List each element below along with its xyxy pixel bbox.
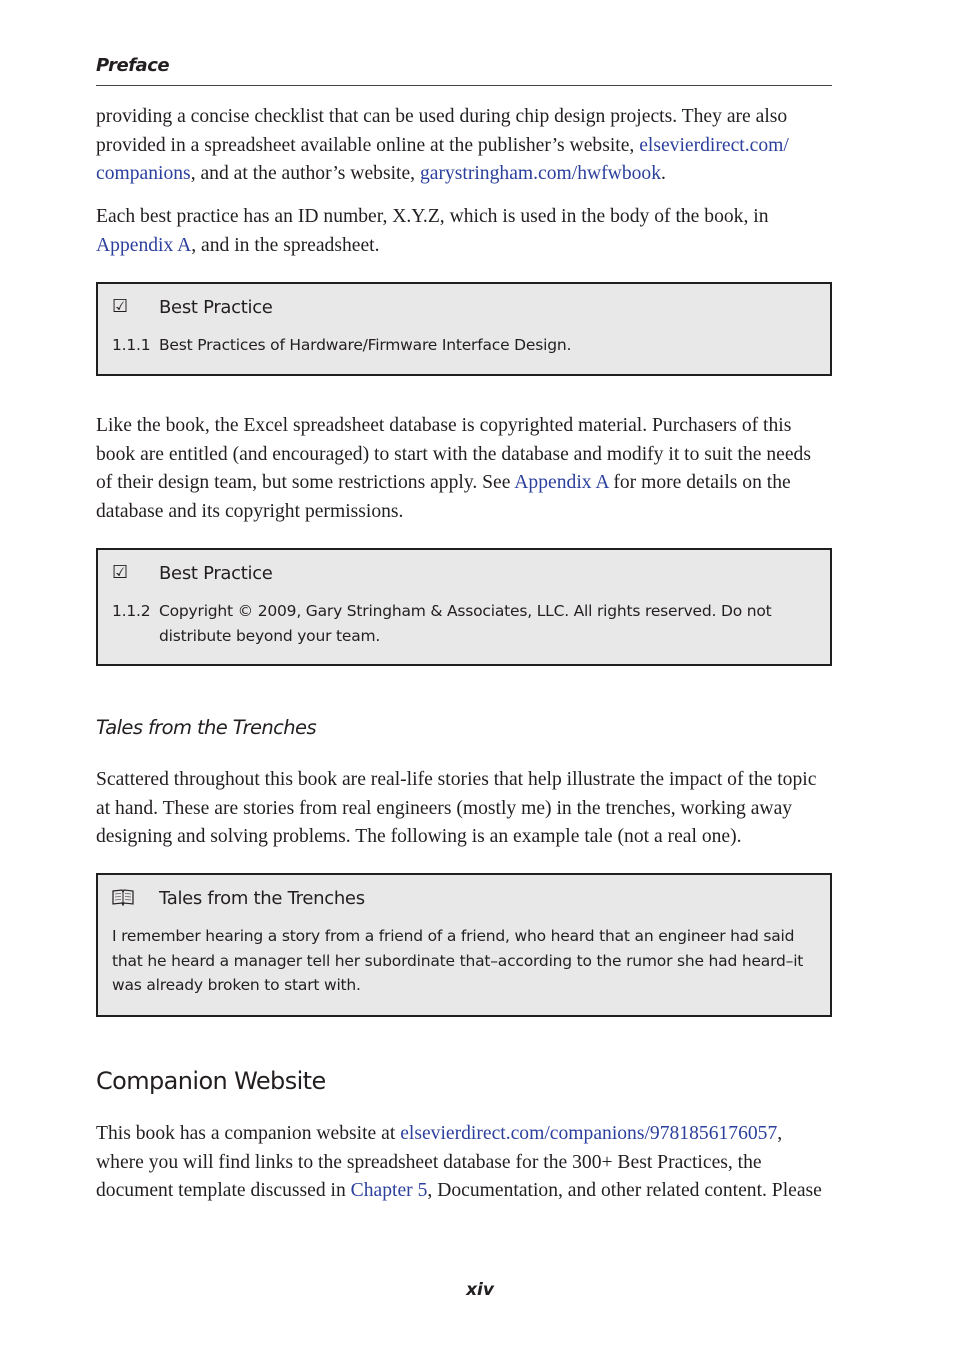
tales-section-heading: Tales from the Trenches (96, 716, 317, 739)
appendix-a-link[interactable]: Appendix A (96, 234, 192, 256)
companion-website-link[interactable]: elsevierdirect.com/companions/9781856176057 (400, 1123, 778, 1144)
best-practice-text: Best Practices of Hardware/Firmware Interface Design. (159, 336, 572, 354)
best-practice-title: Best Practice (159, 563, 273, 584)
best-practice-title: Best Practice (159, 297, 273, 318)
book-icon (112, 888, 134, 911)
text-run: , and in the spreadsheet. (191, 234, 380, 256)
chapter-5-link[interactable]: Chapter 5 (350, 1180, 428, 1201)
tales-intro-paragraph: Scattered throughout this book are real-life stories that help illustrate the impact of the topic at hand. These are stories from real engineers (mostly me) in the trenches, working away designing and solving problems. The following is an example tale (not a real one). (96, 769, 817, 847)
text-run: for more details on the database and its copyright permissions. (96, 472, 791, 522)
running-header-title: Preface (96, 55, 170, 76)
best-practice-number: 1.1.2 (112, 602, 151, 620)
text-run: , and at the author’s website, (190, 163, 420, 184)
text-run: This book has a companion website at (96, 1123, 401, 1144)
best-practice-box-2 (96, 548, 832, 666)
companion-website-paragraph (96, 1120, 832, 1206)
author-website-link[interactable]: garystringham.com/hwfwbook (419, 163, 662, 184)
text-run: Like the book, the Excel spreadsheet database is copyrighted material. Purchasers of this book are entitled (and encouraged) to start with the database and modify it to suit the needs of their design team, but some restrictions apply. See (96, 415, 811, 493)
best-practice-text: Copyright © 2009, Gary Stringham & Associates, LLC. All rights reserved. Do not distribute beyond your team. (159, 602, 772, 645)
companion-website-heading: Companion Website (96, 1067, 326, 1095)
text-run: , where you will find links to the spreadsheet database for the 300+ Best Practices, the document template discussed in (96, 1123, 783, 1201)
appendix-a-link[interactable]: Appendix A (514, 472, 609, 493)
publisher-website-link[interactable]: elsevierdirect.com/ companions (96, 134, 789, 184)
text-run: providing a concise checklist that can be used during chip design projects. They are also provided in a spreadsheet available online at the publisher’s website, (96, 106, 788, 156)
intro-paragraph-1 (96, 103, 832, 189)
tale-box-title: Tales from the Trenches (159, 888, 365, 909)
best-practice-box-1 (96, 282, 832, 376)
text-run: Each best practice has an ID number, X.Y.Z, which is used in the body of the book, in (96, 206, 769, 227)
copyright-paragraph (96, 412, 832, 526)
tale-box-text: I remember hearing a story from a friend of a friend, who heard that an engineer had said that he heard a manager tell her subordinate that–according to the rumor she had heard–it was already broken to start with. (112, 927, 804, 994)
checkbox-icon: ☑ (112, 296, 129, 317)
text-run: , Documentation, and other related content. Please (427, 1180, 822, 1201)
page-number: xiv (466, 1280, 494, 1300)
tale-box (96, 873, 832, 1017)
running-header (96, 52, 832, 86)
checkbox-icon: ☑ (112, 562, 129, 583)
text-run: . (661, 163, 666, 184)
intro-paragraph-2 (96, 203, 832, 260)
best-practice-number: 1.1.1 (112, 336, 151, 354)
